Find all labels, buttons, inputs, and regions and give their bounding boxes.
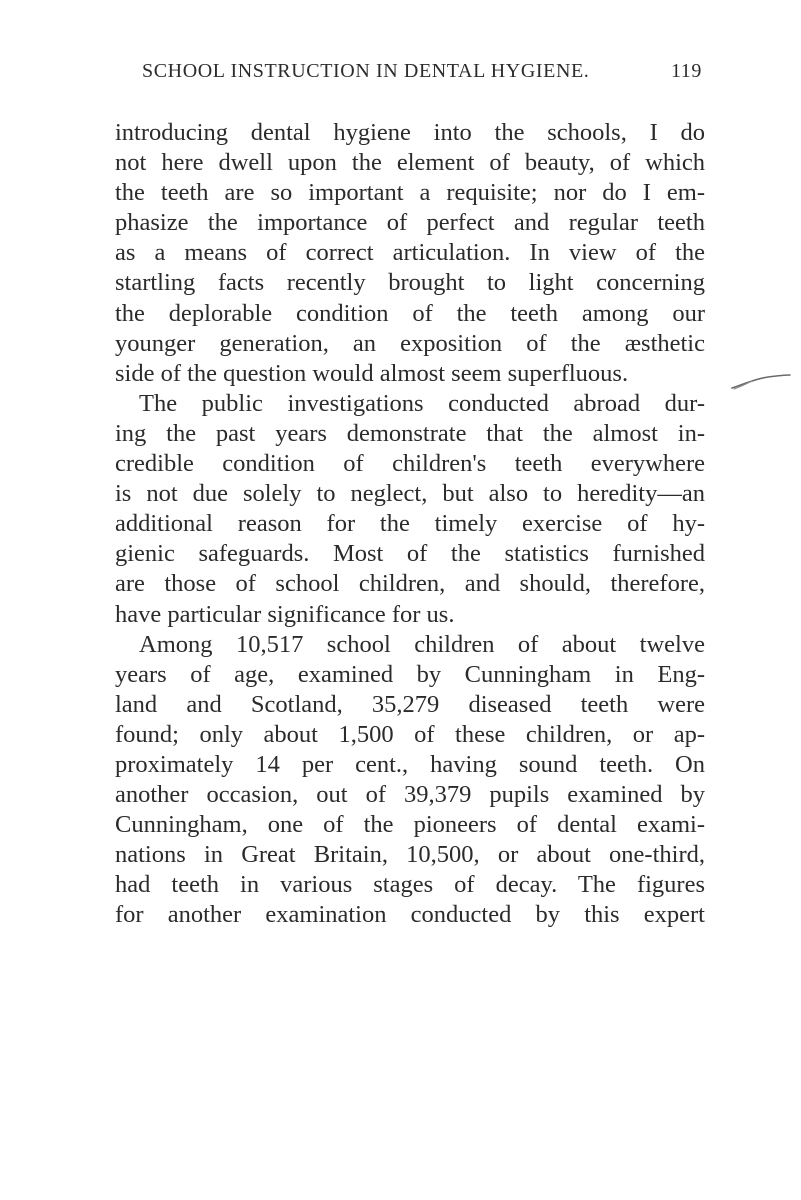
text-line: have particular significance for us.: [115, 600, 455, 628]
text-line: side of the question would almost seem superfluous.: [115, 359, 629, 387]
text-line: the deplorable condition of the teeth among our: [115, 299, 705, 327]
running-head: [142, 60, 702, 83]
text-line: is not due solely to neglect, but also to heredity—an: [115, 480, 705, 508]
page-number: 119: [670, 60, 702, 82]
text-line: had teeth in various stages of decay. The figures: [115, 871, 705, 899]
text-line: found; only about 1,500 of these children, or ap-: [115, 720, 705, 748]
text-line: years of age, examined by Cunningham in Eng-: [115, 660, 705, 688]
body-text: [115, 118, 705, 931]
text-line: phasize the importance of perfect and regular teeth: [115, 209, 705, 237]
running-head-title: SCHOOL INSTRUCTION IN DENTAL HYGIENE.: [142, 60, 590, 82]
text-line: land and Scotland, 35,279 diseased teeth were: [115, 690, 705, 718]
text-line: ing the past years demonstrate that the almost in-: [115, 419, 705, 447]
text-line: not here dwell upon the element of beauty, of which: [115, 149, 705, 177]
text-line: gienic safeguards. Most of the statistics furnished: [115, 540, 705, 568]
text-line: nations in Great Britain, 10,500, or about one-third,: [115, 841, 705, 869]
text-line: startling facts recently brought to light concerning: [115, 269, 705, 297]
text-line: younger generation, an exposition of the æsthetic: [115, 329, 705, 357]
text-line: are those of school children, and should, therefore,: [115, 570, 705, 598]
text-line: introducing dental hygiene into the schools, I do: [115, 119, 705, 146]
text-line: credible condition of children's teeth everywhere: [115, 450, 705, 478]
text-line: as a means of correct articulation. In view of the: [115, 239, 705, 267]
text-line: additional reason for the timely exercise of hy-: [115, 510, 705, 538]
text-line: Among 10,517 school children of about twelve: [139, 630, 705, 658]
pencil-mark-icon: [728, 373, 792, 391]
text-line: another occasion, out of 39,379 pupils examined by: [115, 781, 705, 809]
text-line: Cunningham, one of the pioneers of dental exami-: [115, 811, 705, 839]
text-line: The public investigations conducted abroad dur-: [139, 389, 705, 417]
text-line: the teeth are so important a requisite; nor do I em-: [115, 179, 705, 207]
text-line: for another examination conducted by this expert: [115, 901, 705, 929]
text-line: proximately 14 per cent., having sound teeth. On: [115, 750, 705, 778]
